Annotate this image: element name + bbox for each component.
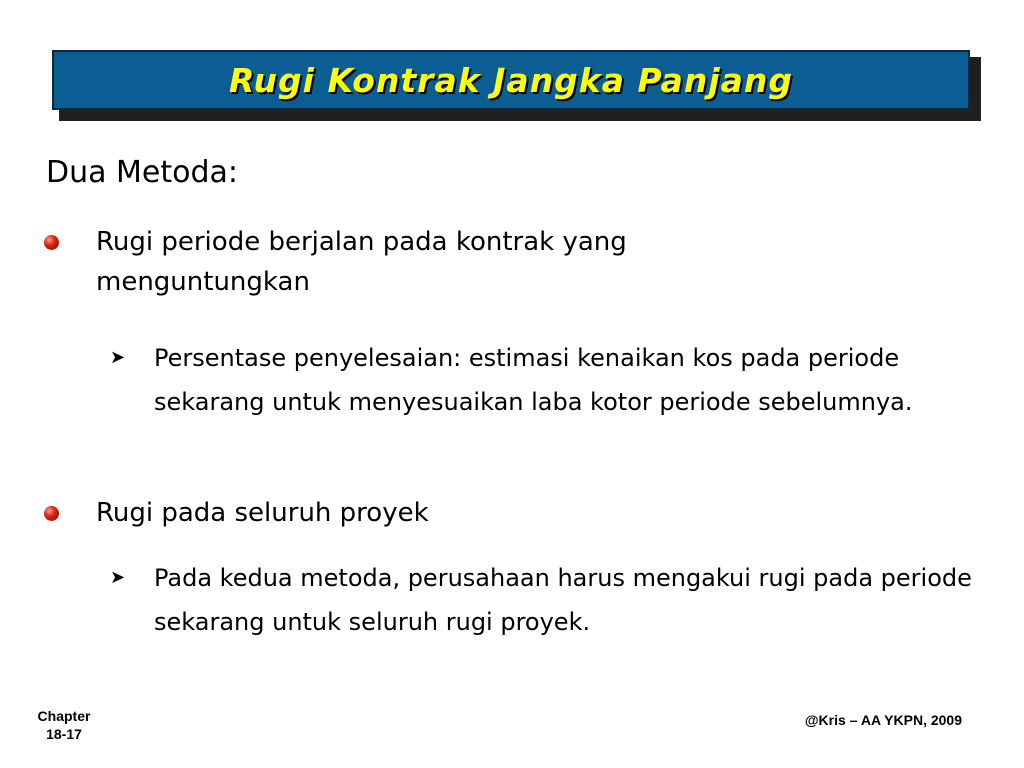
copyright-text: @Kris – AA YKPN, 2009	[804, 712, 962, 728]
chapter-label	[30, 707, 98, 743]
sub-bullet-item	[110, 556, 984, 644]
bullet-text: Rugi periode berjalan pada kontrak yang menguntungkan	[96, 227, 627, 297]
slide-title: Rugi Kontrak Jangka Panjang	[228, 60, 794, 100]
chapter-number: 18-17	[46, 726, 82, 742]
sub-bullet-text: Pada kedua metoda, perusahaan harus mengakui rugi pada periode sekarang untuk seluruh rugi proyek.	[154, 564, 972, 636]
bullet-dot-icon	[44, 235, 59, 250]
bullet-item	[96, 493, 796, 533]
sub-bullet-item	[110, 336, 984, 424]
arrow-bullet-icon: ➤	[110, 347, 126, 368]
arrow-bullet-icon: ➤	[110, 567, 126, 588]
sub-bullet-text: Persentase penyelesaian: estimasi kenaikan kos pada periode sekarang untuk menyesuaikan laba kotor periode sebelumnya.	[154, 344, 913, 416]
bullet-dot-icon	[44, 506, 59, 521]
title-banner	[52, 50, 970, 110]
intro-heading: Dua Metoda:	[46, 155, 239, 190]
chapter-text: Chapter	[37, 708, 91, 724]
bullet-item	[96, 222, 796, 302]
bullet-text: Rugi pada seluruh proyek	[96, 498, 429, 528]
